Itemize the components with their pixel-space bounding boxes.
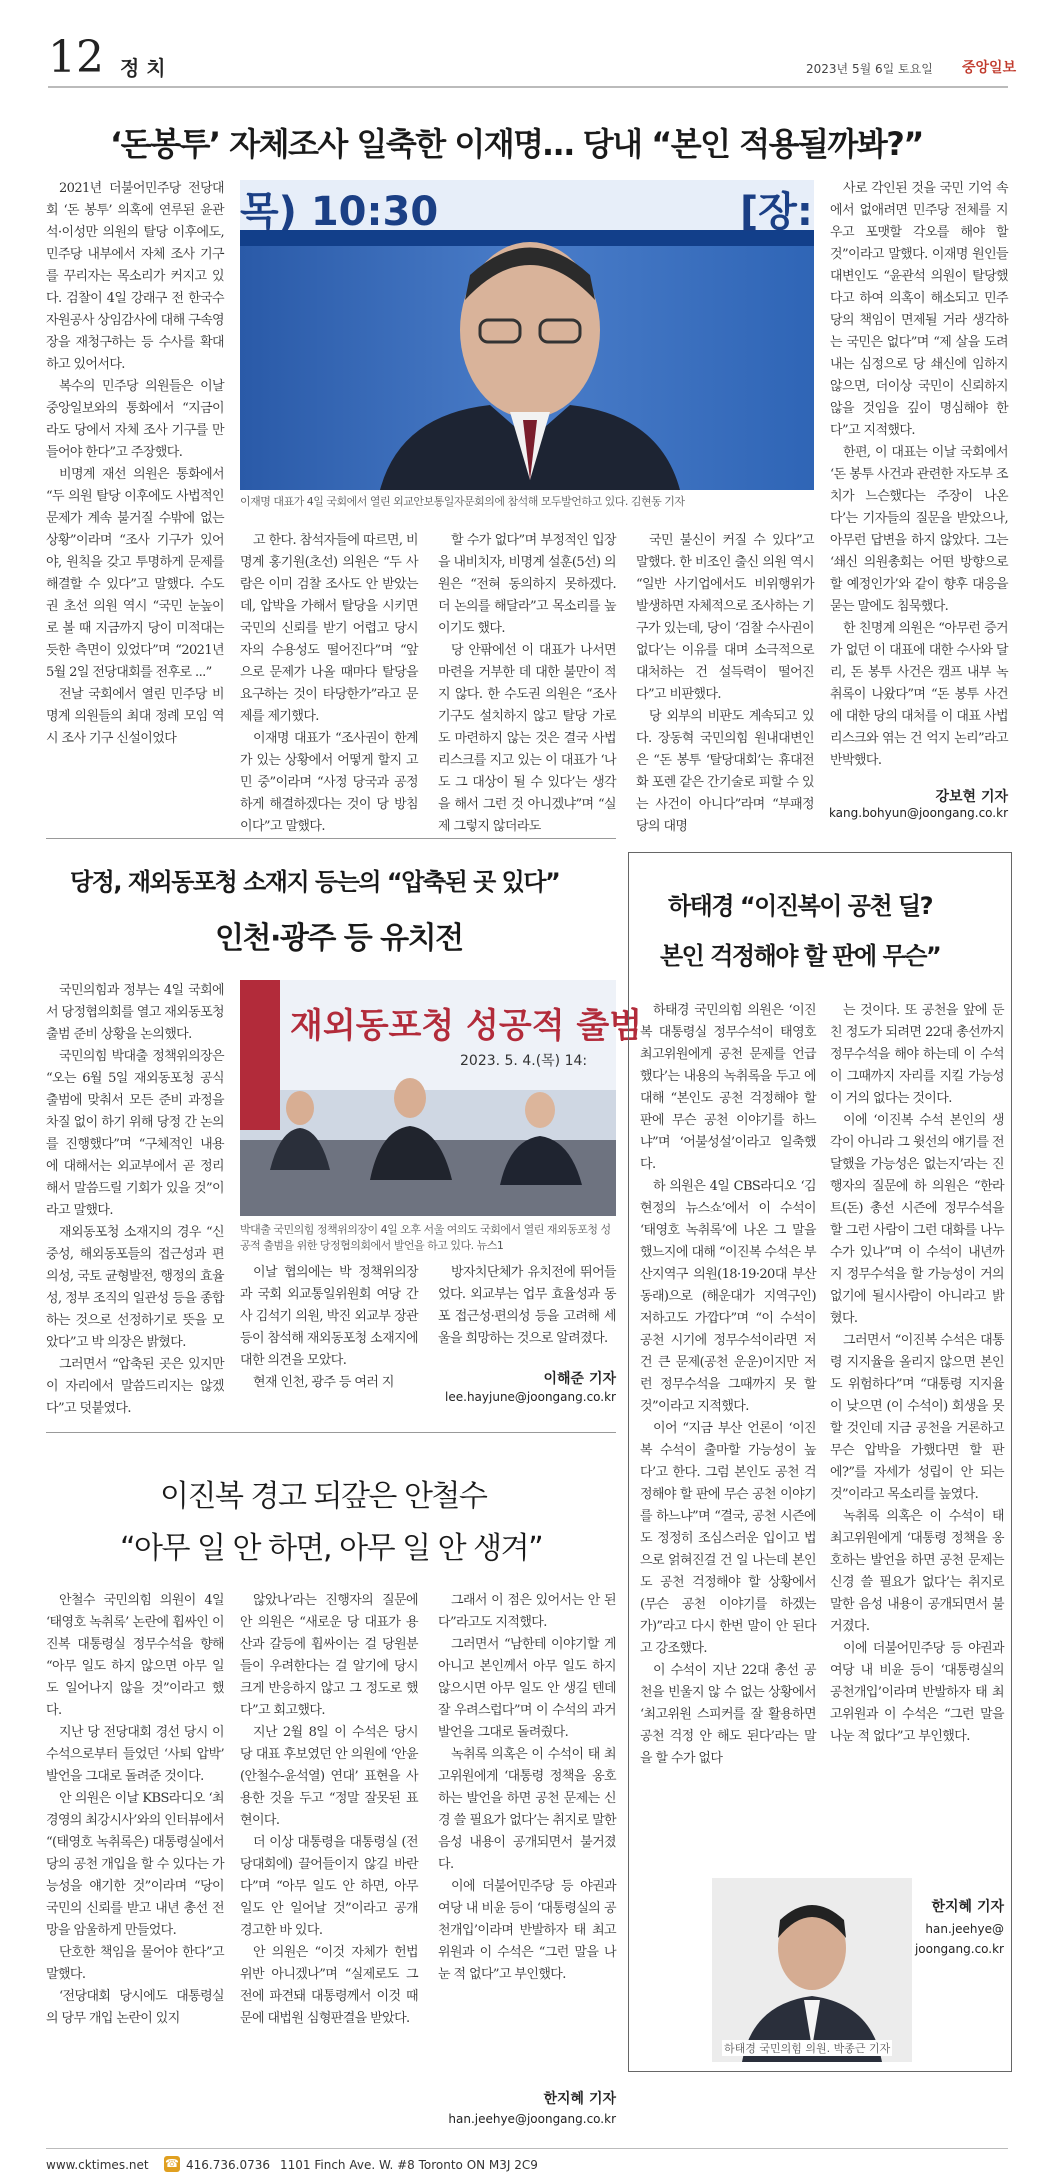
article4-email: han.jeehye@joongang.co.kr (448, 2112, 616, 2126)
article3-photo-caption: 하태경 국민의힘 의원. 박종근 기자 (724, 2042, 891, 2055)
article4-col1: 안철수 국민의힘 의원이 4일 ‘태영호 녹취록’ 논란에 휩싸인 이진복 대통령실 정무수석을 향해 “아무 일도 하지 않으면 아무 일도 일어나지 않을 것”이라고 했다. 지난 당 전당대회 경선 당시 이 수석으로부터 들었던 ‘사퇴 압박’ 발언을 그대로 돌려준 것이다. 안 의원은 이날 KBS라디오 ‘최경영의 최강시사’와의 인터뷰에서 “(태영호 녹취록은) 대통령실에서 당의 공천 개입을 할 수 있다는 가능성을 얘기한 것”이라며 “당이 국민의 신뢰를 받고 내년 총선 전망을 암울하게 만들었다. 단호한 책임을 물어야 한다”고 말했다. ‘전당대회 당시에도 대통령실의 당무 개입 논란이 있지 (46, 1593, 225, 2026)
footer-website[interactable]: www.cktimes.net (46, 2158, 149, 2172)
footer-rule (46, 2148, 1008, 2149)
header-rule (48, 86, 1008, 88)
article2-headline-2: 인천·광주 등 유치전 (215, 921, 463, 956)
article1-col4: 국민 불신이 커질 수 있다”고 말했다. 한 비조인 출신 의원 역시 “일반 사기업에서도 비위행위가 발생하면 자체적으로 조사하는 기구가 있는데, 당이 ‘검찰 수사권이 없다’는 이유를 대며 소극적으로 대처하는 건 설득력이 떨어진다”고 비판했다. 당 외부의 비판도 계속되고 있다. 장동혁 국민의힘 원내대변인은 “돈 봉투 ‘탈당대회’는 휴대전화 포렌 같은 간기술로 피할 수 있는 사건이 아니다”라며 “부패정당의 대명 (636, 533, 815, 834)
article1-col2: 고 한다. 참석자들에 따르면, 비명계 홍기원(초선) 의원은 “두 사람은 이미 검찰 조사도 안 받았는데, 압박을 가해서 탈당을 시키면 국민의 신뢰를 받기 어렵고 당시자의 수용성도 떨어진다”며 “앞으로 문제가 나올 때마다 탈당을 요구하는 것이 타당한가”라고 문제를 제기했다. 이재명 대표가 “조사권이 한계가 있는 상황에서 어떻게 할지 고민 중”이라며 “사정 당국과 공정하게 해결하겠다는 것이 당 방침이다”고 말했다. (240, 533, 418, 834)
footer-phone: 416.736.0736 (186, 2158, 270, 2172)
divider-2 (46, 1432, 616, 1433)
header-date: 2023년 5월 6일 토요일 (806, 62, 933, 76)
page-footer (46, 2156, 1008, 2178)
article1-photo (240, 180, 814, 490)
article2-photo (240, 980, 643, 1216)
article3-headline-2: 본인 걱정해야 할 판에 무슨” (660, 942, 941, 970)
article1-byline: 강보현 기자 (935, 789, 1008, 805)
article4-byline: 한지혜 기자 (543, 2091, 616, 2107)
photo-banner: 재외동포청 성공적 출범 (290, 1006, 643, 1046)
article1-col3: 할 수가 없다”며 부정적인 입장을 내비치자, 비명계 설훈(5선) 의원은 “전혀 동의하지 못하겠다. 더 논의를 해달라”고 목소리를 높이기도 했다. 당 안팎에선 이 대표가 나서면 마련을 거부한 데 대한 불만이 적지 않다. 한 수도권 의원은 “조사 기구도 설치하지 않고 탈당 가로도 마련하지 않는 것은 결국 사법리스크를 지고 있는 이 대표가 ‘나도 그 대상이 될 수 있다’는 생각을 해서 그런 것 아니겠냐”며 “실제 그렇지 않더라도 (438, 533, 616, 834)
article2-col1: 국민의힘과 정부는 4일 국회에서 당정협의회를 열고 재외동포청 출범 준비 상황을 논의했다. 국민의힘 박대출 정책위의장은 “오는 6월 5일 재외동포청 공식 출범에 맞춰서 모든 준비 과정을 차질 없이 하기 위해 당정 간 논의를 진행했다”며 “구체적인 내용에 대해서는 외교부에서 곧 정리해서 말씀드릴 기회가 있을 것”이라고 말했다. 재외동포청 소재지의 경우 “신중성, 해외동포들의 접근성과 편의성, 국토 균형발전, 행정의 효율성, 정부 조직의 일관성 등을 종합하는 것으로 선정하기로 뜻을 모았다”고 박 의장은 밝혔다. 그러면서 “압축된 곳은 있지만 이 자리에서 말씀드리지는 않겠다”고 덧붙였다. (46, 983, 225, 1416)
article3-col1: 하태경 국민의힘 의원은 ‘이진복 대통령실 정무수석이 태영호 최고위원에게 공천 문제를 언급했다’는 내용의 녹취록을 두고 에 대해 “본인도 공천 걱정해야 할 판에 무슨 공천 이야기를 하느냐”며 ‘어불성설’이라고 일축했다. 하 의원은 4일 CBS라디오 ‘김현정의 뉴스쇼’에서 이 수석이 ‘태영호 녹취록’에 나온 그 말을 했느지에 대해 “이진복 수석은 부산지역구 의원(18·19·20대 부산 동래)으로 (해운대가 지역구인) 저하고도 가깝다”며 “이 수석이 공천 시기에 정무수석이라면 저건 큰 문제(공천 운운)이지만 저런 정무수석을 그때까지 못 할 것”이라고 지적했다. 이어 “지금 부산 언론이 ‘이진복 수석이 출마할 가능성이 높다’고 한다. 그럼 본인도 공천 걱정해야 할 판에 무슨 공천 이야기를 하느냐”며 “결국, 공천 시즌에도 정정히 조심스러운 입이고 법으로 얽혀진걸 건 일 나는데 본인도 공천 걱정해야 할 상황에서 (무슨 공천 이야기를 하겠는가)”라고 다시 한번 말이 안 된다고 강조했다. 이 수석이 지난 22대 총선 공천을 빈울지 않 수 없는 상황에서 ‘최고위원 스피커를 잘 활용하면 공천 걱정 안 해도 된다’라는 말을 할 수가 없다 (640, 1003, 816, 1766)
article1-headline: ‘돈봉투’ 자체조사 일축한 이재명… 당내 “본인 적용될까봐?” (110, 125, 923, 163)
article4-col3: 그래서 이 점은 있어서는 안 된다”라고도 지적했다. 그러면서 “남한테 이야기할 게 아니고 본인께서 아무 일도 하지 않으시면 아무 일도 안 생길 텐데 잘 우려스럽다”며 이 수석의 과거 발언을 그대로 돌려줬다. 녹취록 의혹은 이 수석이 태 최고위원에게 ‘대통령 정책을 옹호하는 발언을 하면 공천 문제는 신경 쓸 필요가 없다’는 취지로 말한 음성 내용이 공개되면서 불거졌다. 이에 더불어민주당 등 야권과 여당 내 비윤 등이 ‘대통령실의 공천개입’이라며 반발하자 태 최고위원과 이 수석은 “그런 말을 나눈 적 없다”고 부인했다. (438, 1593, 616, 1982)
article1-email: kang.bohyun@joongang.co.kr (828, 806, 1008, 820)
article4-col2: 않았나’라는 진행자의 질문에 안 의원은 “새로운 당 대표가 용산과 갈등에 휩싸이는 걸 당원분들이 우려한다는 걸 알기에 당시 크게 반응하지 않고 그 정도로 했다”고 회고했다. 지난 2월 8일 이 수석은 당시 당 대표 후보였던 안 의원에 ‘안윤(안철수-윤석열) 연대’ 표현을 사용한 것을 두고 “정말 잘못된 표현이다. 더 이상 대통령을 대통령실 (전당대회에) 끌어들이지 않길 바란다”며 “아무 일도 안 하면, 아무 일도 안 일어날 것”이라고 공개 경고한 바 있다. 안 의원은 “이것 자체가 헌법 위반 아니겠나”며 “실제로도 그전에 파견돼 대통령께서 이것 때문에 대법원 심형판결을 받았다. (240, 1593, 418, 2026)
photo-overlay-right: [장: (740, 189, 813, 235)
article3-email-1: han.jeehye@ (925, 1922, 1004, 1936)
photo-banner-date: 2023. 5. 4.(목) 14: (460, 1053, 588, 1069)
article3-photo (712, 1878, 912, 2062)
article3-headline-1: 하태경 “이진복이 공천 딜? (668, 892, 933, 920)
article2-byline: 이해준 기자 (543, 1371, 616, 1387)
article1-col1: 2021년 더불어민주당 전당대회 ‘돈 봉투’ 의혹에 연루된 윤관석·이성만 의원의 탈당 이후에도, 민주당 내부에서 자체 조사 기구를 꾸리자는 목소리가 커지고 있다. 검찰이 4일 강래구 전 한국수자원공사 상임감사에 대해 구속영장을 재청구하는 등 수사를 확대하고 있어서다. 복수의 민주당 의원들은 이날 중앙일보와의 통화에서 “지금이라도 당에서 자체 조사 기구를 만들어야 한다”고 주장했다. 비명계 재선 의원은 통화에서 “두 의원 탈당 이후에도 사법적인 문제가 계속 불거질 수밖에 없는 상황”이라며 “조사 기구가 있어야, 원칙을 갖고 투명하게 문제를 해결할 수 있다”고 말했다. 수도권 초선 의원 역시 “국민 눈높이로 볼 때 지금까지 당이 미적대는 듯한 측면이 있었다”며 “2021년 5월 2일 전당대회를 전후로 ...” 전날 국회에서 열린 민주당 비명계 의원들의 최대 정례 모임 역시 조사 기구 신설이었다 (46, 181, 225, 746)
article3-email-2: joongang.co.kr (914, 1942, 1004, 1956)
article2-headline-1: 당정, 재외동포청 소재지 등는의 “압축된 곳 있다” (70, 868, 560, 896)
photo-overlay-time: 목) 10:30 (240, 189, 439, 235)
article3-col2: 는 것이다. 또 공천을 앞에 둔 친 정도가 되려면 22대 총선까지 정무수석을 해야 하는데 이 수석이 그때까지 자리를 지킬 가능성이 거의 없다는 것이다. 이에 ‘이진복 수석 본인의 생각이 아니라 그 윗선의 얘기를 전달했을 가능성은 없는지’라는 진행자의 질문에 하 의원은 “한라트(돈) 총선 시즌에 정무수석을 할 그런 사람이 그런 대화를 나누 수가 있나”며 이 수석이 내년까지 정무수석을 할 가능성이 거의 없기에 될시사람이 아니라고 밝혔다. 그러면서 “이진복 수석은 대통령 지지율을 올리지 않으면 본인도 위험하다”며 “대통령 지지율이 낮으면 (이 수석이) 회생을 못할 것인데 지금 공천을 거론하고 무슨 압박을 가했다면 할 판에?”를 자세가 성립이 안 되는 것”이라고 목소리를 높였다. 녹취록 의혹은 이 수석이 태 최고위원에게 ‘대통령 정책을 옹호하는 발언을 하면 공천 문제는 신경 쓸 필요가 없다’는 취지로 말한 음성 내용이 공개되면서 불거졌다. 이에 더불어민주당 등 야권과 여당 내 비윤 등이 ‘대통령실의 공천개입’이라며 반발하자 태 최고위원과 이 수석은 “그런 말을 나눈 적 없다”고 부인했다. (830, 1003, 1004, 1744)
article4-headline-1: 이진복 경고 되갚은 안철수 (160, 1479, 487, 1514)
ha-taekyung-photo (712, 1878, 912, 2062)
phone-icon: ☎ (165, 2157, 179, 2170)
article1-caption: 이재명 대표가 4일 국회에서 열린 외교안보통일자문회의에 참석해 모두발언하고 있다. 김현동 기자 (240, 495, 685, 508)
divider-1 (46, 838, 616, 839)
article2-col3: 방자치단체가 유치전에 뛰어들었다. 외교부는 업무 효율성과 동포 접근성·편의성 등을 고려해 세울을 희망하는 것으로 알려졌다. (438, 1265, 616, 1346)
paper-logo: 중앙일보 (962, 60, 1017, 76)
section-name: 정 치 (120, 56, 166, 80)
page-header (0, 0, 1056, 90)
article1-col5: 사로 각인된 것을 국민 기억 속에서 없애려면 민주당 전체를 지우고 포맷할 각오를 해야 할 것”이라고 말했다. 이재명 원인들 대변인도 “윤관석 의원이 탈당했다고 하여 의혹이 해소되고 민주당의 책임이 면제될 거라 생각하는 국민은 없다”며 “제 살을 도려내는 심정으로 당 쇄신에 임하지 않으면, 더이상 국민이 신뢰하지 않을 것임을 깊이 명심해야 한다”고 지적했다. 한편, 이 대표는 이날 국회에서 ‘돈 봉투 사건과 관련한 자도부 조치가 느슨했다는 주장이 나온다’는 기자들의 질문을 받았으나, 아무런 답변을 하지 않았다. 그는 ‘쇄신 의원총회는 어떤 방향으로 할 예정인가’와 같이 향후 대응을 묻는 말에도 침묵했다. 한 친명계 의원은 “아무런 증거가 없던 이 대표에 대한 수사와 달리, 돈 봉투 사건은 캠프 내부 녹취록이 나왔다”며 “돈 봉투 사건에 대한 당의 대처를 이 대표 사법리스크와 엮는 건 억지 논리”라고 반박했다. (830, 181, 1008, 768)
article2-col2: 이날 협의에는 박 정책위의장과 국회 외교통일위원회 여당 간사 김석기 의원, 박진 외교부 장관 등이 참석해 재외동포청 소재지에 대한 의견을 모았다. 현재 인천, 광주 등 여러 지 (240, 1265, 419, 1390)
article3-byline: 한지혜 기자 (931, 1899, 1004, 1915)
article2-caption: 박대출 국민의힘 정책위의장이 4일 오후 서울 여의도 국회에서 열린 재외동포청 성공적 출범을 위한 당정협의회에서 발언을 하고 있다. 뉴스1 (240, 1223, 611, 1252)
page-number: 12 (48, 32, 104, 83)
footer-address: 1101 Finch Ave. W. #8 Toronto ON M3J 2C9 (280, 2158, 538, 2172)
article2-email: lee.hayjune@joongang.co.kr (445, 1390, 616, 1404)
article4-headline-2: “아무 일 안 하면, 아무 일 안 생겨” (120, 1531, 543, 1566)
